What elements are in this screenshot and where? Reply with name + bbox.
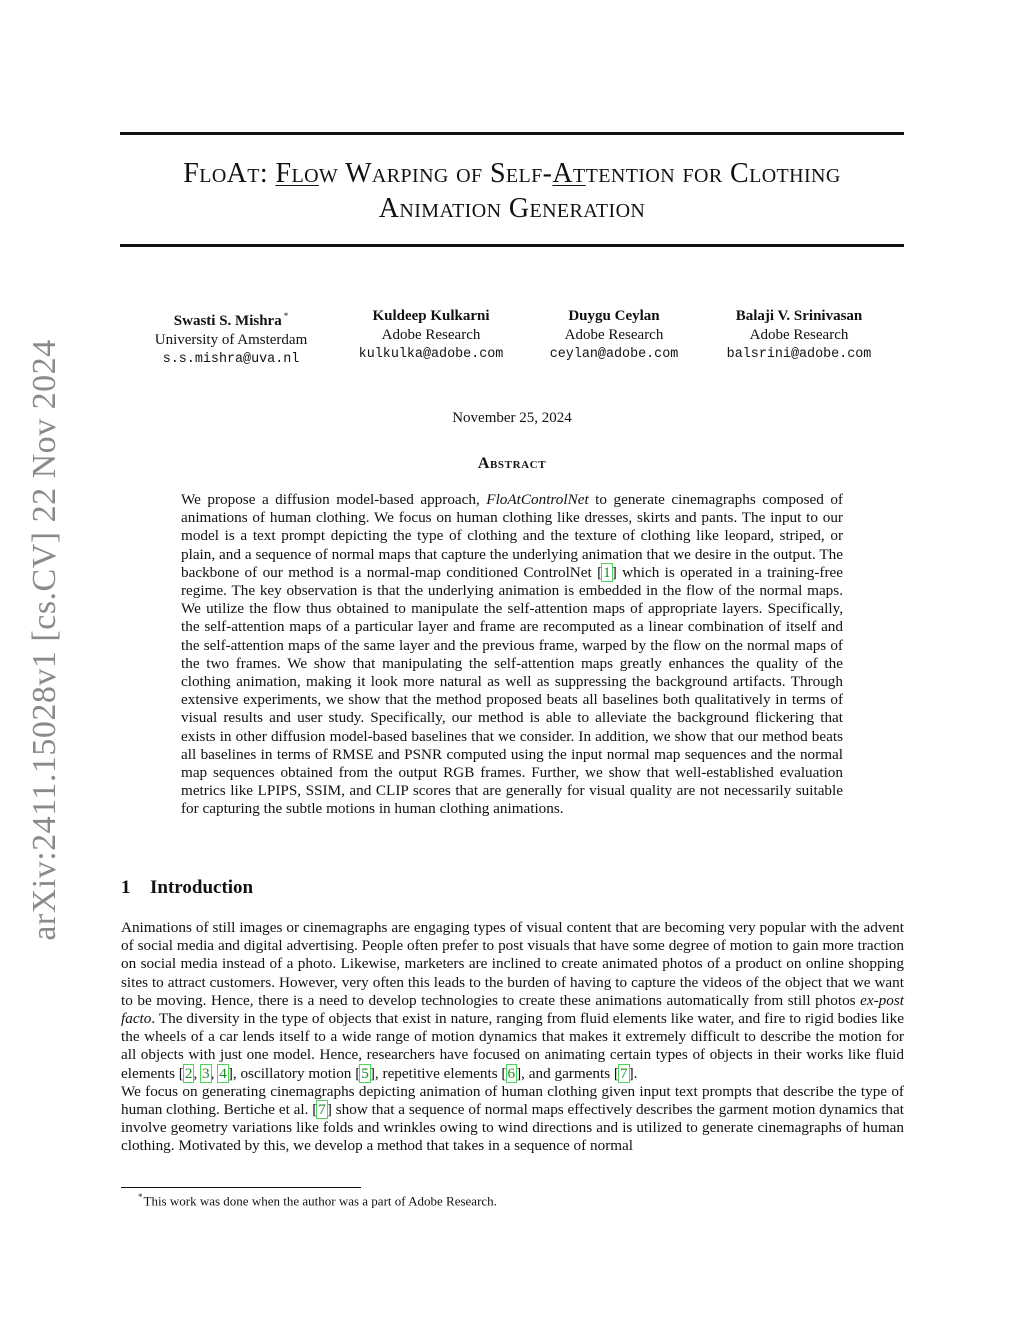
section-heading-introduction bbox=[121, 877, 253, 899]
author-name: Duygu Ceylan bbox=[568, 308, 660, 324]
author-footnote-marker: * bbox=[283, 311, 289, 321]
author-affiliation: University of Amsterdam bbox=[154, 332, 308, 348]
abstract-body: We propose a diffusion model-based approach, FloAtControlNet to generate cinemagraphs composed of animations of human clothing. We focus on human clothing like dresses, skirts and pants. The input to our model is a text prompt depicting the type of clothing and the texture of clothing like leopard, striped, or plain, and a sequence of normal maps that capture the underlying animation that we desire in the output. The backbone of our method is a normal-map conditioned ControlNet [1] which is operated in a training-free regime. The key observation is that the underlying animation is embedded in the flow of the normal maps. We utilize the flow thus obtained to manipulate the self-attention maps of appropriate layers. Specifically, the self-attention maps of a particular layer and frame are recomputed as a linear combination of itself and the self-attention maps of the same layer and the previous frame, warped by the flow on the normal maps of the two frames. We show that manipulating the self-attention maps greatly enhances the quality of the clothing animation, making it look more natural as well as suppressing the background artifacts. Through extensive experiments, we show that the method proposed beats all baselines both qualitatively in terms of visual results and user study. Specifically, our method is able to alleviate the background flickering that exists in other diffusion model-based baselines that we consider. In addition, we show that our method beats all baselines in terms of RMSE and PSNR computed using the input normal map sequences and the normal map sequences obtained from the output RGB frames. Further, we show that well-established evaluation metrics like LPIPS, SSIM, and CLIP scores that are generally for visual quality are not necessarily suitable for capturing the subtle motions in human clothing animations. bbox=[181, 491, 843, 818]
citation-link[interactable]: 6 bbox=[507, 1064, 516, 1082]
title-rule-bottom bbox=[120, 244, 904, 247]
citation-link[interactable]: 1 bbox=[603, 563, 611, 581]
citation-link[interactable]: 5 bbox=[361, 1064, 369, 1082]
footnote-text: This work was done when the author was a part of Adobe Research. bbox=[143, 1193, 497, 1209]
arxiv-identifier: arXiv:2411.15028v1 [cs.CV] 22 Nov 2024 bbox=[26, 339, 63, 941]
author-affiliation: Adobe Research bbox=[381, 327, 481, 343]
author-email[interactable]: kulkulka@adobe.com bbox=[358, 347, 504, 362]
publication-date: November 25, 2024 bbox=[452, 410, 572, 426]
paragraph: We focus on generating cinemagraphs depicting animation of human clothing given input text prompts that describe the type of human clothing. Bertiche et al. [7] show that a sequence of normal maps effectively describes the garment motion dynamics that involve geometry variations like folds and wrinkles owing to wind directions and is utilized to generate cinemagraphs of human clothing. Motivated by this, we develop a method that takes in a sequence of normal bbox=[121, 1082, 904, 1155]
author-block bbox=[0, 307, 1024, 367]
author-4 bbox=[727, 307, 872, 364]
author-name: Balaji V. Srinivasan bbox=[735, 308, 863, 324]
section-title: Introduction bbox=[150, 877, 254, 898]
paragraph: Animations of still images or cinemagraphs are engaging types of visual content that are becoming very popular with the advent of social media and digital advertising. People often prefer to post visuals that have some degree of motion to gain more traction on social media instead of a photo. Likewise, marketers are inclined to create animated photos of a product on online shopping sites to attract customers. However, very often this leads to the burden of having to capture the videos of the object that we want to be moving. Hence, there is a need to develop technologies to create these animations automatically from still photos ex-post facto. The diversity in the type of objects that exist in nature, ranging from fluid elements like water, and fire to rigid bodies like the wheels of a car lends itself to a wide range of motion dynamics that makes it extremely difficult to describe the motion for all objects with just one model. Hence, researchers have focused on animating certain types of objects in their works like fluid elements [2, 3, 4], oscillatory motion [5], repetitive elements [6], and garments [7]. bbox=[121, 919, 904, 1082]
citation-link[interactable]: 7 bbox=[318, 1101, 326, 1119]
author-email[interactable]: balsrini@adobe.com bbox=[726, 347, 872, 362]
author-email[interactable]: s.s.mishra@uva.nl bbox=[162, 352, 300, 367]
abstract-heading: Abstract bbox=[477, 455, 547, 472]
section-number: 1 bbox=[121, 877, 131, 898]
author-affiliation: Adobe Research bbox=[564, 327, 664, 343]
paper-title bbox=[120, 156, 904, 226]
citation-link[interactable]: 3 bbox=[202, 1064, 210, 1082]
author-1 bbox=[155, 307, 307, 369]
author-affiliation: Adobe Research bbox=[749, 327, 849, 343]
footnote-marker: * bbox=[138, 1192, 143, 1202]
author-3 bbox=[550, 307, 679, 364]
citation-link[interactable]: 7 bbox=[620, 1064, 628, 1082]
citation-link[interactable]: 4 bbox=[219, 1064, 227, 1082]
footnote-rule bbox=[121, 1187, 361, 1188]
title-line-2: Animation Generation bbox=[378, 193, 646, 224]
title-line-1: FloAt: Flow Warping of Self-Attention for Clothing bbox=[183, 158, 841, 189]
introduction-body bbox=[121, 919, 904, 1156]
citation-link[interactable]: 2 bbox=[184, 1064, 193, 1082]
method-name: FloAtControlNet bbox=[486, 491, 589, 508]
title-rule-top bbox=[120, 132, 904, 135]
footnote bbox=[138, 1192, 497, 1209]
author-name: Kuldeep Kulkarni bbox=[372, 308, 490, 324]
author-2 bbox=[359, 307, 504, 364]
author-name: Swasti S. Mishra bbox=[173, 313, 282, 329]
author-email[interactable]: ceylan@adobe.com bbox=[549, 347, 679, 362]
